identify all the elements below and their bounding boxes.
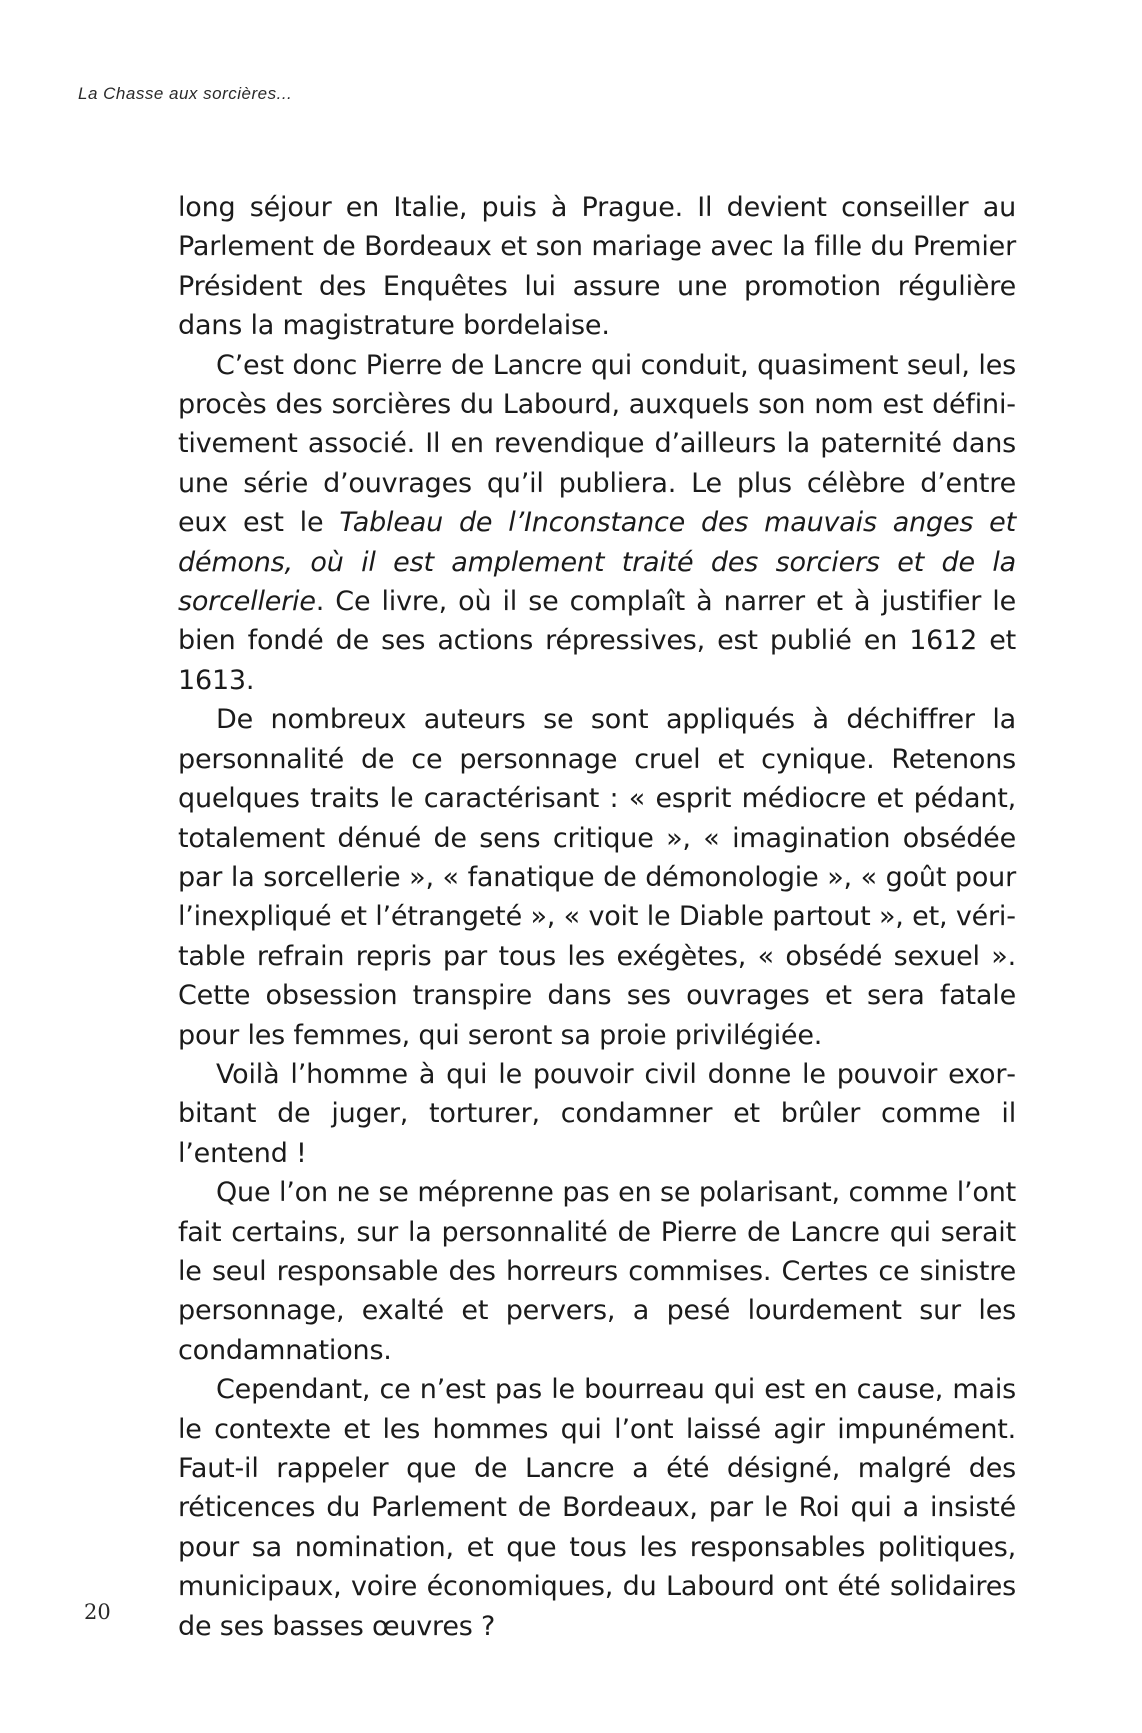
page-number: 20 — [84, 1600, 111, 1624]
body-text — [178, 188, 1016, 1646]
paragraph-1: long séjour en Italie, puis à Prague. Il devient conseiller au Parlement de Bordeaux et son mariage avec la fille du Premier Président des Enquêtes lui assure une promotion régulière dans la magistrature bordelaise. — [178, 192, 1016, 342]
book-title: Tableau de l’Inconstance des mauvais anges et démons, où il est amplement traité des sorciers et de la sorcellerie — [178, 507, 1016, 618]
paragraph-2 — [178, 346, 1016, 701]
running-head-title: La Chasse aux sorcières... — [78, 84, 293, 103]
paragraph-2-before-title: C’est donc Pierre de Lancre qui conduit, quasiment seul, les procès des sorcières du Labourd, auxquels son nom est définitivement associé. Il en revendique d’ailleurs la paternité dans une série d’ouvrages qu’il publiera. Le plus célèbre d’entre eux est le — [178, 349, 1016, 539]
paragraph-2-after-title: . Ce livre, où il se complaît à narrer et à justifier le bien fondé de ses actions répressives, est publié en 1612 et 1613. — [178, 586, 1016, 696]
paragraph-6: Cependant, ce n’est pas le bourreau qui est en cause, mais le contexte et les hommes qui l’ont laissé agir impunément. Faut-il rappeler que de Lancre a été désigné, malgré des réticences du Parlement de Bordeaux, par le Roi qui a insisté pour sa nomination, et que tous les responsables politiques, municipaux, voire économiques, du Labourd ont été solidaires de ses basses œuvres ? — [178, 1374, 1016, 1642]
paragraph-5: Que l’on ne se méprenne pas en se polarisant, comme l’ont fait certains, sur la personnalité de Pierre de Lancre qui serait le seul responsable des horreurs commises. Certes ce sinistre personnage, exalté et pervers, a pesé lourdement sur les condamnations. — [178, 1177, 1016, 1366]
paragraph-4: Voilà l’homme à qui le pouvoir civil donne le pouvoir exorbitant de juger, torturer, condamner et brûler comme il l’entend ! — [178, 1058, 1016, 1169]
paragraph-3: De nombreux auteurs se sont appliqués à déchiffrer la personnalité de ce personnage cruel et cynique. Retenons quelques traits le caractérisant : « esprit médiocre et pédant, totalement dénué de sens critique », « imagination obsédée par la sorcellerie », « fanatique de démonologie », « goût pour l’inexpliqué et l’étrangeté », « voit le Diable partout », et, véritable refrain repris par tous les exégètes, « obsédé sexuel ». Cette obsession transpire dans ses ouvrages et sera fatale pour les femmes, qui seront sa proie privilégiée. — [178, 704, 1016, 1051]
